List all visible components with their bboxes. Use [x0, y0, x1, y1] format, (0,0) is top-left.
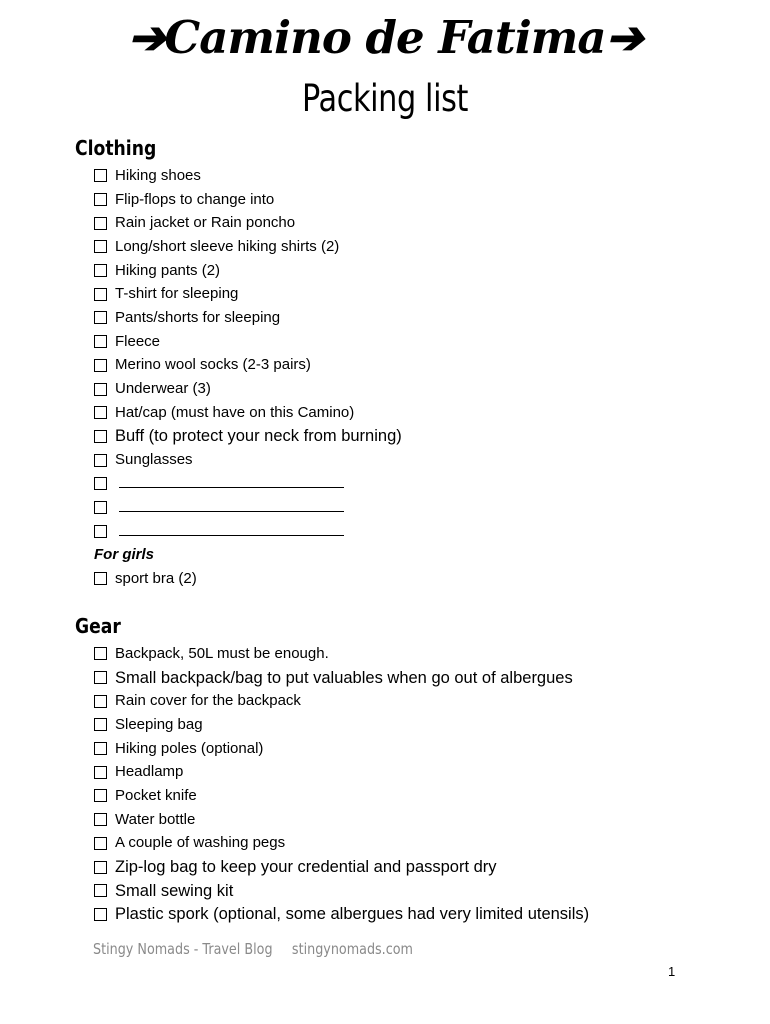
checkbox[interactable] — [94, 406, 107, 419]
list-item — [94, 306, 402, 330]
document-title: ➔Camino de Fatima➔ — [127, 11, 643, 64]
item-label: Merino wool socks (2-3 pairs) — [115, 356, 311, 374]
checkbox[interactable] — [94, 671, 107, 684]
section-heading-gear: Gear — [75, 614, 121, 638]
checkbox[interactable] — [94, 477, 107, 490]
checkbox[interactable] — [94, 454, 107, 467]
list-item — [94, 377, 402, 401]
item-label: Long/short sleeve hiking shirts (2) — [115, 237, 340, 255]
list-item — [94, 903, 589, 927]
checkbox[interactable] — [94, 525, 107, 538]
item-label: Zip-log bag to keep your credential and passport dry — [115, 858, 497, 877]
list-item — [94, 354, 402, 378]
footer-blog-name: Stingy Nomads - Travel Blog — [93, 940, 273, 958]
list-item — [94, 879, 589, 903]
checkbox[interactable] — [94, 240, 107, 253]
checkbox[interactable] — [94, 742, 107, 755]
item-label: Hiking poles (optional) — [115, 739, 264, 757]
item-label: Pocket knife — [115, 786, 197, 804]
list-item — [94, 760, 589, 784]
item-label: Plastic spork (optional, some albergues had very limited utensils) — [115, 905, 590, 924]
list-item — [94, 164, 402, 188]
item-label: Underwear (3) — [115, 380, 211, 398]
blank-item — [94, 472, 402, 496]
item-label: Hat/cap (must have on this Camino) — [115, 403, 355, 421]
checkbox[interactable] — [94, 430, 107, 443]
list-item — [94, 642, 589, 666]
list-item — [94, 832, 589, 856]
blank-line[interactable] — [119, 535, 344, 536]
blank-line[interactable] — [119, 487, 344, 488]
list-item — [94, 425, 402, 449]
list-item — [94, 808, 589, 832]
item-label: Hiking pants (2) — [115, 261, 221, 279]
footer — [93, 940, 413, 958]
checkbox[interactable] — [94, 217, 107, 230]
checkbox[interactable] — [94, 288, 107, 301]
item-label: Fleece — [115, 332, 161, 350]
subheading-for-girls: For girls — [94, 546, 155, 564]
item-label: Rain jacket or Rain poncho — [115, 214, 296, 232]
checkbox[interactable] — [94, 501, 107, 514]
list-item — [94, 666, 589, 690]
item-label: Hiking shoes — [115, 166, 201, 184]
item-label: Water bottle — [115, 810, 196, 828]
checkbox[interactable] — [94, 193, 107, 206]
item-label: Pants/shorts for sleeping — [115, 308, 281, 326]
list-item — [94, 784, 589, 808]
checkbox[interactable] — [94, 837, 107, 850]
list-item — [94, 235, 402, 259]
list-item — [94, 282, 402, 306]
checkbox[interactable] — [94, 311, 107, 324]
list-item — [94, 401, 402, 425]
checkbox[interactable] — [94, 572, 107, 585]
item-label: Sunglasses — [115, 451, 193, 469]
item-label: Headlamp — [115, 763, 184, 781]
page-number: 1 — [668, 964, 676, 979]
checkbox[interactable] — [94, 359, 107, 372]
clothing-list — [94, 164, 402, 590]
checkbox[interactable] — [94, 766, 107, 779]
item-label: A couple of washing pegs — [115, 834, 286, 852]
footer-site-link[interactable]: stingynomads.com — [291, 940, 413, 958]
blank-item — [94, 496, 402, 520]
checkbox[interactable] — [94, 884, 107, 897]
item-label: Small sewing kit — [115, 881, 234, 900]
item-label: Sleeping bag — [115, 715, 203, 733]
item-label: T-shirt for sleeping — [115, 285, 239, 303]
checkbox[interactable] — [94, 647, 107, 660]
checkbox[interactable] — [94, 861, 107, 874]
document-subtitle: Packing list — [302, 77, 468, 120]
list-item — [94, 855, 589, 879]
checkbox[interactable] — [94, 383, 107, 396]
checkbox[interactable] — [94, 718, 107, 731]
list-item — [94, 448, 402, 472]
item-label: sport bra (2) — [115, 569, 197, 587]
list-item — [94, 211, 402, 235]
item-label: Small backpack/bag to put valuables when go out of albergues — [115, 668, 573, 687]
checkbox[interactable] — [94, 908, 107, 921]
checkbox[interactable] — [94, 789, 107, 802]
list-item — [94, 737, 589, 761]
list-item — [94, 713, 589, 737]
list-item — [94, 567, 402, 591]
list-item — [94, 259, 402, 283]
gear-list — [94, 642, 589, 926]
item-label: Backpack, 50L must be enough. — [115, 644, 329, 662]
checkbox[interactable] — [94, 264, 107, 277]
item-label: Buff (to protect your neck from burning) — [115, 427, 402, 446]
checkbox[interactable] — [94, 335, 107, 348]
checkbox[interactable] — [94, 813, 107, 826]
section-heading-clothing: Clothing — [75, 136, 157, 160]
blank-line[interactable] — [119, 511, 344, 512]
list-item — [94, 689, 589, 713]
blank-item — [94, 519, 402, 543]
item-label: Flip-flops to change into — [115, 190, 275, 208]
item-label: Rain cover for the backpack — [115, 692, 301, 710]
list-item — [94, 330, 402, 354]
list-item — [94, 188, 402, 212]
checkbox[interactable] — [94, 695, 107, 708]
checkbox[interactable] — [94, 169, 107, 182]
